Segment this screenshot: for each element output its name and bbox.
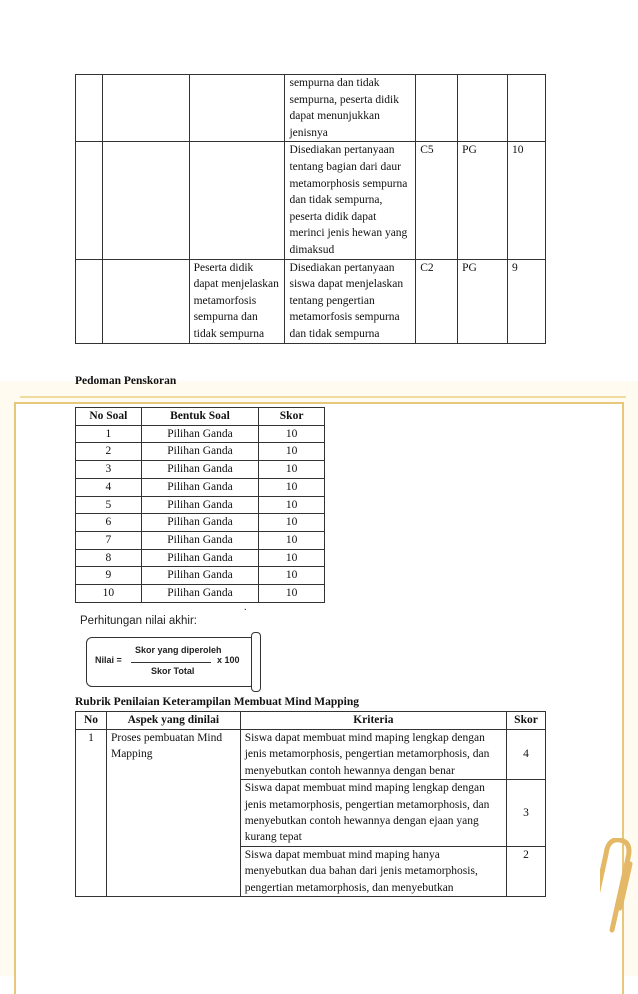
cell-blank bbox=[102, 142, 189, 259]
table-row bbox=[76, 730, 546, 780]
header-no: No bbox=[76, 712, 107, 730]
question-cell: Disediakan pertanyaan tentang bagian dari daur metamorphosis sempurna dan tidak sempurna, peserta didik dapat merinci jenis hewan yang dimaksud bbox=[285, 142, 416, 259]
header-aspect: Aspek yang dinilai bbox=[106, 712, 240, 730]
rubric-criteria: Siswa dapat membuat mind maping hanya menyebutkan dua bahan dari jenis metamorphosis, pengertian metamorphosis, dan menyebutkan bbox=[240, 846, 506, 896]
cell-form: Pilihan Ganda bbox=[141, 585, 259, 603]
table-row bbox=[76, 478, 325, 496]
indicator-cell: Peserta didik dapat menjelaskan metamorfosis sempurna dan tidak sempurna bbox=[189, 259, 285, 343]
stray-dot: . bbox=[244, 602, 247, 613]
cell-score: 10 bbox=[259, 478, 325, 496]
level-cell bbox=[416, 75, 458, 142]
rubric-table bbox=[75, 711, 546, 897]
table-row bbox=[76, 461, 325, 479]
header-bentuk-soal: Bentuk Soal bbox=[141, 408, 259, 426]
rubric-aspect: Proses pembuatan Mind Mapping bbox=[106, 730, 240, 897]
cell-score: 10 bbox=[259, 443, 325, 461]
formula-lhs: Nilai = bbox=[95, 655, 122, 665]
form-cell: PG bbox=[458, 142, 508, 259]
cell-form: Pilihan Ganda bbox=[141, 496, 259, 514]
cell-no: 2 bbox=[76, 443, 142, 461]
cell-form: Pilihan Ganda bbox=[141, 443, 259, 461]
question-cell: sempurna dan tidak sempurna, peserta didik dapat menunjukkan jenisnya bbox=[285, 75, 416, 142]
cell-no: 1 bbox=[76, 425, 142, 443]
header-skor: Skor bbox=[259, 408, 325, 426]
final-score-formula bbox=[80, 615, 266, 690]
rubric-score: 2 bbox=[507, 846, 546, 896]
cell-form: Pilihan Ganda bbox=[141, 567, 259, 585]
table-row bbox=[76, 549, 325, 567]
cell-score: 10 bbox=[259, 496, 325, 514]
indicator-cell bbox=[189, 142, 285, 259]
cell-no: 8 bbox=[76, 549, 142, 567]
number-cell: 9 bbox=[508, 259, 546, 343]
indicator-cell bbox=[189, 75, 285, 142]
cell-blank bbox=[76, 75, 103, 142]
cell-no: 7 bbox=[76, 531, 142, 549]
header-score: Skor bbox=[507, 712, 546, 730]
cell-form: Pilihan Ganda bbox=[141, 514, 259, 532]
scoring-heading: Pedoman Penskoran bbox=[75, 375, 177, 387]
formula-title: Perhitungan nilai akhir: bbox=[80, 615, 197, 627]
table-header-row bbox=[76, 712, 546, 730]
rubric-heading: Rubrik Penilaian Keterampilan Membuat Mind Mapping bbox=[75, 696, 360, 708]
form-cell bbox=[458, 75, 508, 142]
cell-form: Pilihan Ganda bbox=[141, 549, 259, 567]
header-no-soal: No Soal bbox=[76, 408, 142, 426]
cell-score: 10 bbox=[259, 549, 325, 567]
table-row bbox=[76, 443, 325, 461]
table-row bbox=[76, 142, 546, 259]
cell-score: 10 bbox=[259, 585, 325, 603]
table-header-row bbox=[76, 408, 325, 426]
cell-score: 10 bbox=[259, 531, 325, 549]
level-cell: C5 bbox=[416, 142, 458, 259]
cell-score: 10 bbox=[259, 514, 325, 532]
cell-score: 10 bbox=[259, 567, 325, 585]
rubric-no: 1 bbox=[76, 730, 107, 897]
formula-numerator: Skor yang diperoleh bbox=[135, 645, 222, 655]
formula-denominator: Skor Total bbox=[151, 666, 195, 676]
fraction-bar bbox=[131, 662, 211, 663]
cell-score: 10 bbox=[259, 461, 325, 479]
cell-blank bbox=[102, 259, 189, 343]
formula-multiplier: x 100 bbox=[217, 655, 240, 665]
cell-form: Pilihan Ganda bbox=[141, 531, 259, 549]
cell-blank bbox=[76, 142, 103, 259]
lattice-continuation-table bbox=[75, 74, 546, 344]
cell-no: 3 bbox=[76, 461, 142, 479]
cell-form: Pilihan Ganda bbox=[141, 478, 259, 496]
table-row bbox=[76, 567, 325, 585]
cell-no: 9 bbox=[76, 567, 142, 585]
scoring-table bbox=[75, 407, 325, 603]
rubric-score: 3 bbox=[507, 780, 546, 847]
table-row bbox=[76, 531, 325, 549]
cell-score: 10 bbox=[259, 425, 325, 443]
cell-no: 6 bbox=[76, 514, 142, 532]
number-cell bbox=[508, 75, 546, 142]
cell-blank bbox=[76, 259, 103, 343]
table-row bbox=[76, 259, 546, 343]
question-cell: Disediakan pertanyaan siswa dapat menjelaskan tentang pengertian metamorfosis sempurna dan tidak sempurna bbox=[285, 259, 416, 343]
paperclip-icon bbox=[600, 838, 638, 934]
header-criteria: Kriteria bbox=[240, 712, 506, 730]
table-row bbox=[76, 585, 325, 603]
formula-scroll-frame bbox=[86, 637, 256, 687]
table-row bbox=[76, 514, 325, 532]
rubric-criteria: Siswa dapat membuat mind maping lengkap dengan jenis metamorphosis, pengertian metamorphosis, dan menyebutkan contoh hewannya dengan ejaan yang kurang tepat bbox=[240, 780, 506, 847]
number-cell: 10 bbox=[508, 142, 546, 259]
table-row bbox=[76, 425, 325, 443]
cell-no: 4 bbox=[76, 478, 142, 496]
cell-blank bbox=[102, 75, 189, 142]
table-row bbox=[76, 496, 325, 514]
rubric-score: 4 bbox=[507, 730, 546, 780]
rubric-criteria: Siswa dapat membuat mind maping lengkap dengan jenis metamorphosis, pengertian metamorphosis, dan menyebutkan contoh hewannya dengan benar bbox=[240, 730, 506, 780]
form-cell: PG bbox=[458, 259, 508, 343]
table-row bbox=[76, 75, 546, 142]
cell-form: Pilihan Ganda bbox=[141, 461, 259, 479]
scroll-curl bbox=[251, 632, 261, 692]
cell-form: Pilihan Ganda bbox=[141, 425, 259, 443]
level-cell: C2 bbox=[416, 259, 458, 343]
cell-no: 10 bbox=[76, 585, 142, 603]
cell-no: 5 bbox=[76, 496, 142, 514]
